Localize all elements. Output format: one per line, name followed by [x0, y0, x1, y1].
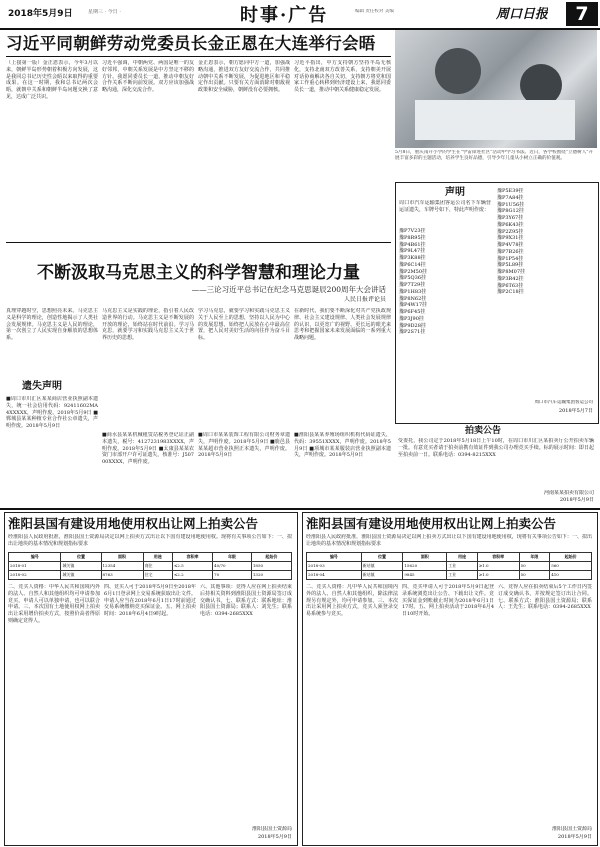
land-right-col-3: 六、竞得人应在拍卖结束后5个工作日内签订成交确认书，并按规定签订出让合同。七、联系方式：淮阳县国土资源局；联系人：王先生；联系电话：0394-2685XXX	[498, 584, 592, 611]
lead-col-3: 金正恩表示，朝方愿同中方一道，加强战略沟通，推进双方友好交流合作，共同推动朝中关系不断发展，为促进地区和平稳定作出贡献。只要有关方面消除对朝敌视政策和安全威胁，朝鲜没有必要拥核。	[198, 60, 290, 93]
auction-body: 受委托，我公司定于2018年5月18日上午10时，在周口市川汇区某拍卖厅公开拍卖车辆一批。有意竞买者请于拍卖前携有效证件到我公司办理竞买手续。标的展示时间：即日起至拍卖前一日。联系电话：0394-8215XXX	[398, 438, 594, 458]
land-right-th: 编号	[307, 553, 362, 562]
lead-col-4: 习近平指出，中方支持朝方坚持半岛无核化，支持北南双方改善关系，支持朝美开展对话协商解决各自关切，支持朝方将党和国家工作重心转移到经济建设上来，我愿同委员长一道，推动中朝关系健康稳定发展。	[294, 60, 391, 93]
land-left-th: 容积率	[172, 553, 212, 562]
land-right-cell: ≥1.0	[477, 571, 519, 580]
land-left-th: 起始价	[251, 553, 291, 562]
lead-col-2: 习近平强调，中朝两党、两国是唯一的友好邻邦，中朝关系发展是中方坚定不移的方针。我愿同委员长一道，推动中朝友好合作关系不断向前发展。双方应该加强战略沟通，深化交流合作。	[102, 60, 194, 93]
land-left-cell: ≤2.2	[172, 571, 212, 580]
lost-notice-col-3: ■周口市某某装饰工程有限公司财务章遗失，声明作废。2018年5月9日 ■鹿邑县某某超市营业执照正本遗失，声明作废。2018年5月9日	[198, 432, 290, 459]
land-right-cell: 15620	[403, 562, 447, 571]
plate-item: 豫P1U56挂	[497, 201, 525, 208]
feature-rule	[6, 242, 391, 243]
plate-item: 豫P2C18挂	[497, 289, 524, 296]
plate-item: 豫P3Y67挂	[497, 215, 524, 221]
land-right-cell: ≥1.0	[477, 562, 519, 571]
plate-item: 豫P9D28挂	[399, 322, 426, 329]
lost-notice-col-2: ■商水县某某机械租赁站税务登记证正副本遗失，税号：4127231983XXXX，声明作废。2018年5月9日 ■太康县某某农资门市部开户许可证遗失，核准号：J50700XXXX，声明作废。	[102, 432, 194, 465]
land-right-cell: 2018-03	[307, 562, 362, 571]
plate-item: 豫P2M50挂	[399, 268, 428, 275]
land-right-cell: 410	[550, 571, 592, 580]
land-left-cell: 1320	[251, 571, 291, 580]
issue-weekday: 星期三 · 今日 ·	[88, 9, 121, 15]
land-left-th: 位置	[61, 553, 101, 562]
land-right-cell: 50	[519, 571, 550, 580]
auction-signature: 河南某某拍卖有限公司	[543, 490, 594, 496]
table-row	[9, 571, 292, 580]
land-right-title: 淮阳县国有建设用地使用权出让网上拍卖公告	[306, 516, 557, 531]
plate-item: 豫P6T63挂	[497, 282, 524, 289]
lost-notice-col-1: ■周口市川汇区某某商店营业执照副本遗失，统一社会信用代码：92411602MA4XXXXX，声明作废。2018年5月9日 ■郸城县某某种植专业合作社公章遗失，声明作废。2018年5月9日	[6, 396, 98, 429]
plate-item: 豫P6C14挂	[399, 261, 426, 268]
land-left-cell: 2018-02	[9, 571, 61, 580]
land-left-cell: 70	[213, 571, 252, 580]
land-right-table-head	[307, 553, 592, 562]
page-number: 7	[566, 2, 598, 26]
land-right-cell: 2018-04	[307, 571, 362, 580]
feature-col-1: 真理穿越时空，思想照亮未来。马克思主义是科学的理论，创造性地揭示了人类社会发展规律。马克思主义是人民的理论，第一次创立了人民实现自身解放的思想体系。	[6, 308, 98, 341]
land-right-signature: 淮阳县国土资源局	[551, 826, 592, 832]
land-right-col-1: 二、竞买人资格：凡中华人民共和国境内外的法人、自然人和其他组织，除法律法规另有规定外，均可申请参加。三、本次出让采用网上拍卖方式，竞买人须登录交易系统参与竞买。	[306, 584, 398, 617]
land-left-table-head	[9, 553, 292, 562]
land-left-cell: 商住	[143, 562, 172, 571]
plate-item: 豫P7B26挂	[497, 248, 524, 255]
plate-item: 豫P6K43挂	[497, 221, 524, 228]
lost-notice-col-4: ■淮阳县某某养殖场组织机构代码证遗失，代码：39551XXXX，声明作废。2018年5月9日 ■项城市某某服装店营业执照副本遗失，声明作废。2018年5月9日	[294, 432, 391, 459]
plate-item: 豫P7A84挂	[497, 194, 524, 201]
plate-item: 豫P8M07挂	[497, 269, 526, 275]
plate-item: 豫P5Q36挂	[399, 275, 427, 282]
land-left-col-1: 二、竞买人资格：中华人民共和国境内外的法人、自然人和其他组织均可申请参加竞买，申请人可以单独申请，也可以联合申请。三、本次国有土地使用权网上拍卖出让采用增价拍卖方式，按照价高者得原则确定竞得人。	[8, 584, 100, 624]
land-right-cell: 9845	[403, 571, 447, 580]
lead-headline: 习近平同朝鲜劳动党委员长金正恩在大连举行会晤	[6, 34, 376, 53]
land-left-cell: 40/70	[213, 562, 252, 571]
feature-byline: 人民日报评论员	[343, 296, 386, 303]
table-row	[9, 562, 292, 571]
feature-col-3: 学习马克思，就要学习和实践马克思主义关于人民至上的思想，坚持以人民为中心的发展思想，始终把人民放在心中最高位置，把人民对美好生活的向往作为奋斗目标。	[198, 308, 290, 341]
land-right-th: 位置	[361, 553, 403, 562]
land-left-th: 年限	[213, 553, 252, 562]
feature-col-2: 马克思主义是实践的理论，指引着人民改造世界的行动。马克思主义是不断发展的开放的理论，始终站在时代前沿。学习马克思，就要学习和实践马克思主义关于世界历史的思想。	[102, 308, 194, 341]
land-left-signature: 淮阳县国土资源局	[251, 826, 292, 832]
land-right-th: 容积率	[477, 553, 519, 562]
plate-item: 豫P6F45挂	[399, 309, 426, 315]
land-right-th: 面积	[403, 553, 447, 562]
land-right-cell: 新站镇	[361, 562, 403, 571]
plate-item: 豫P5L89挂	[497, 262, 524, 269]
land-left-cell: 2018-01	[9, 562, 61, 571]
land-right-th: 年限	[519, 553, 550, 562]
editor-meta: 编辑 责任校对 美编	[355, 9, 394, 14]
land-left-th: 面积	[101, 553, 143, 562]
land-left-date: 2018年5月9日	[257, 834, 292, 840]
auction-date: 2018年5月9日	[559, 497, 594, 503]
news-photo	[395, 30, 597, 148]
plate-item: 豫P1P54挂	[497, 255, 524, 262]
plate-item: 豫P8R95挂	[399, 234, 426, 241]
plate-item: 豫P7V23挂	[399, 228, 426, 234]
plate-item: 豫P2Z95挂	[497, 228, 524, 235]
statement-signature: 周口市汽车运输集团客运公司	[534, 400, 593, 405]
statement-plates-right	[497, 188, 593, 408]
lead-col-1: （上接第一版）金正恩表示，今年3月以来，朝鲜半岛形势朝着积极方向发展，这是我同总书记历史性会晤以来取得的重要成果。在这一时期，我和总书记两次会晤，就朝中关系和朝鲜半岛问题交换了意见，达成广泛共识。	[6, 60, 98, 100]
statement-date: 2018年5月7日	[558, 408, 593, 414]
land-left-cell: 城关镇	[61, 571, 101, 580]
land-right-date: 2018年5月9日	[557, 834, 592, 840]
plate-item: 豫P9L47挂	[399, 248, 426, 255]
land-right-col-2: 四、竞买申请人可于2018年5月9日起登录系统浏览出让公告、下载出让文件。竞买保证金到账截止时间为2018年6月1日17时。五、网上拍卖活动于2018年6月4日10时开始。	[402, 584, 494, 617]
plate-item: 豫P9X31挂	[497, 235, 524, 242]
bottom-rule	[0, 508, 600, 510]
land-right-th: 起始价	[550, 553, 592, 562]
feature-subtitle: ——三论习近平总书记在纪念马克思诞辰200周年大会讲话	[191, 285, 386, 294]
issue-date: 2018年5月9日	[8, 9, 73, 19]
plate-item: 豫P2S71挂	[399, 329, 426, 336]
land-left-cell: 1850	[251, 562, 291, 571]
table-row	[307, 562, 592, 571]
photo-caption: 5月8日，重庆南开小学的学生在"学雷锋进社区"活动中学习书法。近日，各学校围绕"立德树人"开展丰富多彩的主题活动，培养学生良好品德，引导少年儿童从小树立正确的价值观。	[395, 150, 594, 162]
plate-item: 豫P3R42挂	[497, 275, 524, 282]
plate-item: 豫P8G12挂	[497, 208, 524, 215]
newspaper-logo: 周口日报	[496, 7, 549, 22]
land-left-col-3: 六、其他事项：竞得人应在网上拍卖结束后持相关资料到淮阳县国土资源局签订成交确认书。七、联系方式：联系地址：淮阳县国土资源局；联系人：刘先生；联系电话：0394-2685XXX	[200, 584, 292, 617]
land-left-cell: 城关镇	[61, 562, 101, 571]
land-right-th: 用途	[447, 553, 478, 562]
land-left-th: 编号	[9, 553, 61, 562]
feature-headline: 不断汲取马克思主义的科学智慧和理论力量	[37, 263, 360, 283]
land-left-cell: 12354	[101, 562, 143, 571]
auction-title: 拍卖公告	[465, 426, 502, 436]
statement-title: 声明	[445, 187, 465, 198]
plate-item: 豫P4B61挂	[399, 241, 426, 248]
plate-item: 豫P3K88挂	[399, 255, 426, 261]
land-right-cell: 50	[519, 562, 550, 571]
statement-body: 周口市汽车运输集团客运公司名下车辆营运证遗失，车牌号如下，特此声明作废：	[399, 200, 491, 213]
plate-item: 豫P5E39挂	[497, 188, 524, 194]
land-left-table	[8, 552, 292, 580]
land-left-cell: 住宅	[143, 571, 172, 580]
land-right-cell: 新站镇	[361, 571, 403, 580]
plate-item: 豫P4W17挂	[399, 302, 428, 309]
plate-item: 豫P8N62挂	[399, 295, 427, 302]
table-row	[307, 571, 592, 580]
land-left-cell: ≤2.5	[172, 562, 212, 571]
land-left-title: 淮阳县国有建设用地使用权出让网上拍卖公告	[8, 516, 259, 531]
land-right-intro: 经淮阳县人民政府批准，淮阳县国土资源局决定以网上拍卖方式出让以下国有建设用地使用权，现将有关事项公告如下：一、拟出让地块的基本情况和规划指标要求	[306, 534, 592, 547]
land-left-col-2: 四、竞买人可于2018年5月9日至2018年6月1日登录网上交易系统获取出让文件。申请人应当在2018年6月1日17时前通过交易系统缴纳竞买保证金。五、网上拍卖时间：2018年6月4日9时起。	[104, 584, 196, 617]
plate-item: 豫P3J90挂	[399, 315, 424, 322]
land-right-cell: 工业	[447, 571, 478, 580]
section-title: 时事·广告	[240, 5, 329, 26]
plate-item: 豫P1H83挂	[399, 288, 427, 295]
lead-rule	[6, 56, 391, 57]
lost-notice-title: 遗失声明	[22, 381, 62, 392]
land-right-cell: 工业	[447, 562, 478, 571]
land-right-cell: 560	[550, 562, 592, 571]
land-left-cell: 8763	[101, 571, 143, 580]
statement-plates-left	[399, 228, 491, 408]
land-left-th: 用途	[143, 553, 172, 562]
land-right-table	[306, 552, 592, 580]
land-left-intro: 经淮阳县人民政府批准，淮阳县国土资源局决定以网上拍卖方式出让以下国有建设用地使用权。现将有关事项公告如下：一、拟出让地块的基本情况和规划指标要求	[8, 534, 292, 547]
feature-col-4: 在新时代，我们要不断深化对共产党执政规律、社会主义建设规律、人类社会发展规律的认识，以更宽广的视野、更长远的眼光来思考和把握国家未来发展面临的一系列重大战略问题。	[294, 308, 391, 341]
plate-item: 豫P7T29挂	[399, 282, 426, 288]
plate-item: 豫P4V78挂	[497, 242, 524, 248]
